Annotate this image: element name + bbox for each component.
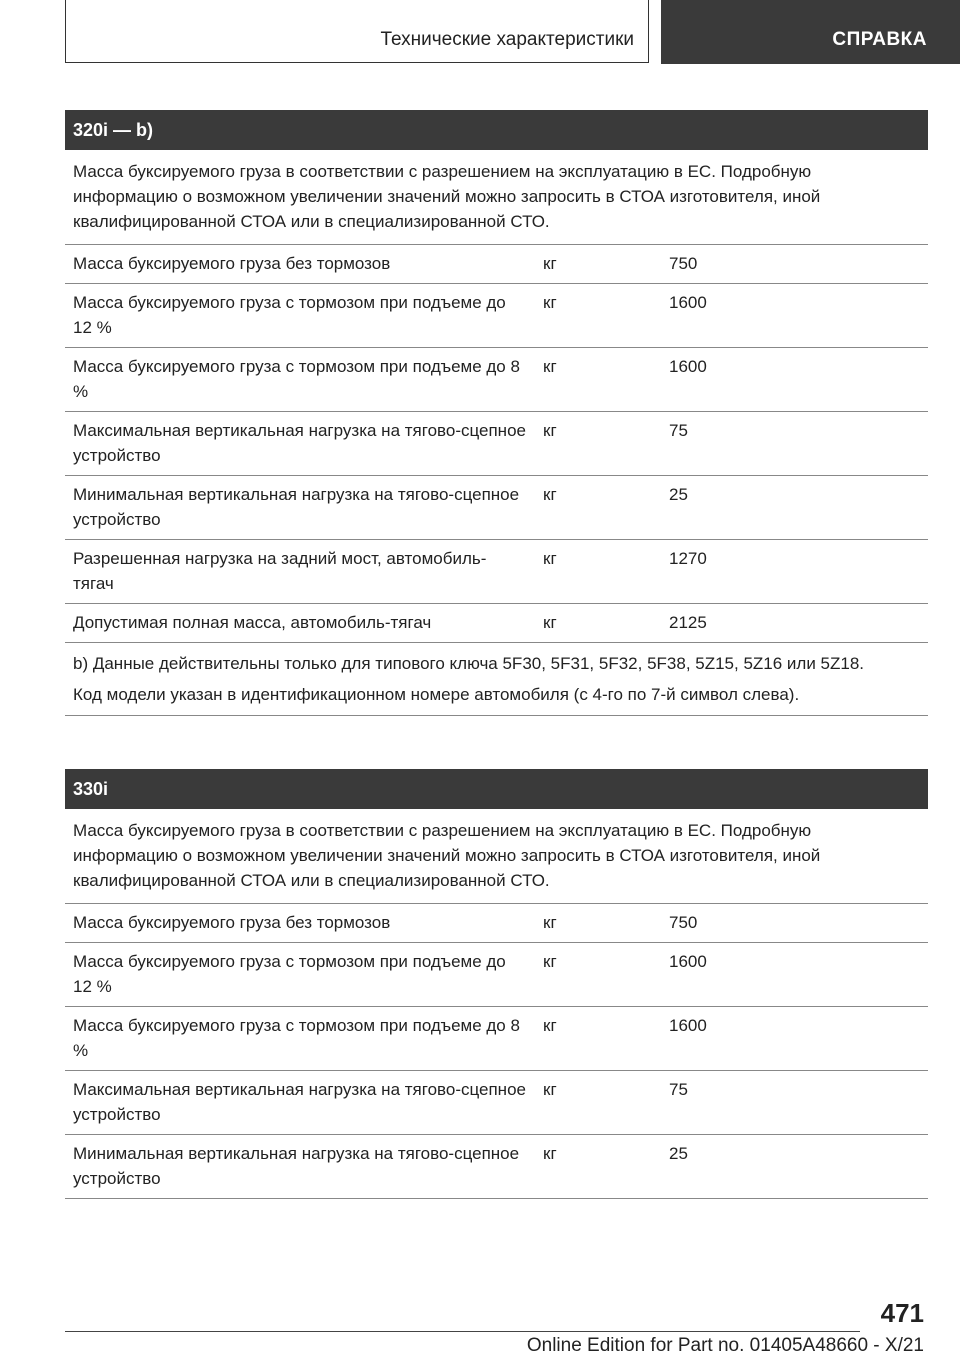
- row-value: 25: [669, 1144, 688, 1163]
- table-row: [65, 284, 928, 348]
- row-label: Максимальная вертикальная нагрузка на тягово-сцепное устройство: [73, 421, 526, 465]
- row-unit: кг: [543, 357, 557, 376]
- spec-block-330i: [65, 769, 928, 1199]
- block-intro: Масса буксируемого груза в соответствии с разрешением на эксплуатацию в ЕС. Подробную информацию о возможном увеличении значений можно запросить в СТОА изготовителя, иной квалифицированной СТОА или в специализированной СТО.: [65, 150, 928, 245]
- row-value: 1270: [669, 549, 707, 568]
- row-value: 750: [669, 913, 698, 932]
- row-label: Масса буксируемого груза с тормозом при подъеме до 12 %: [73, 952, 506, 996]
- chapter-tab: [65, 0, 649, 63]
- spec-block-320i: [65, 110, 928, 716]
- row-label: Минимальная вертикальная нагрузка на тягово-сцепное устройство: [73, 1144, 520, 1188]
- footnote-text: Код модели указан в идентификационном номере автомобиля (с 4-го по 7-й символ слева).: [73, 685, 800, 704]
- row-value: 25: [669, 485, 688, 504]
- section-title: СПРАВКА: [832, 29, 927, 50]
- table-row: [65, 943, 928, 1007]
- row-unit: кг: [543, 613, 557, 632]
- row-value: 1600: [669, 952, 707, 971]
- row-unit: кг: [543, 293, 557, 312]
- row-value: 1600: [669, 293, 707, 312]
- row-unit: кг: [543, 421, 557, 440]
- row-label: Допустимая полная масса, автомобиль-тягач: [73, 613, 432, 632]
- table-row: [65, 904, 928, 943]
- row-label: Разрешенная нагрузка на задний мост, автомобиль-тягач: [73, 549, 487, 593]
- table-row: [65, 476, 928, 540]
- footnote-text: b) Данные действительны только для типового ключа 5F30, 5F31, 5F32, 5F38, 5Z15, 5Z16 или 5Z18.: [73, 654, 865, 673]
- table-row: [65, 1071, 928, 1135]
- edition-info: Online Edition for Part no. 01405A48660 - X/21: [526, 1335, 924, 1356]
- block-footnotes: [65, 643, 928, 716]
- block-title: 330i: [65, 769, 928, 809]
- row-value: 750: [669, 254, 698, 273]
- row-label: Масса буксируемого груза с тормозом при подъеме до 12 %: [73, 293, 506, 337]
- row-label: Масса буксируемого груза с тормозом при подъеме до 8 %: [73, 1016, 520, 1060]
- row-label: Масса буксируемого груза без тормозов: [73, 254, 391, 273]
- row-unit: кг: [543, 913, 557, 932]
- table-row: [65, 412, 928, 476]
- row-unit: кг: [543, 254, 557, 273]
- page-number: 471: [880, 1298, 924, 1328]
- table-row: [65, 1135, 928, 1199]
- section-tab: [661, 0, 960, 64]
- row-label: Масса буксируемого груза с тормозом при подъеме до 8 %: [73, 357, 520, 401]
- row-value: 2125: [669, 613, 707, 632]
- row-value: 1600: [669, 1016, 707, 1035]
- table-row: [65, 540, 928, 604]
- row-unit: кг: [543, 1080, 557, 1099]
- row-unit: кг: [543, 1016, 557, 1035]
- block-intro: Масса буксируемого груза в соответствии с разрешением на эксплуатацию в ЕС. Подробную информацию о возможном увеличении значений можно запросить в СТОА изготовителя, иной квалифицированной СТОА или в специализированной СТО.: [65, 809, 928, 904]
- row-unit: кг: [543, 485, 557, 504]
- table-row: [65, 1007, 928, 1071]
- row-unit: кг: [543, 549, 557, 568]
- table-row: [65, 604, 928, 643]
- row-unit: кг: [543, 952, 557, 971]
- block-title: 320i — b): [65, 110, 928, 150]
- row-unit: кг: [543, 1144, 557, 1163]
- row-label: Максимальная вертикальная нагрузка на тягово-сцепное устройство: [73, 1080, 526, 1124]
- chapter-title: Технические характеристики: [380, 29, 634, 50]
- row-label: Масса буксируемого груза без тормозов: [73, 913, 391, 932]
- row-value: 75: [669, 421, 688, 440]
- row-value: 1600: [669, 357, 707, 376]
- table-row: [65, 245, 928, 284]
- row-label: Минимальная вертикальная нагрузка на тягово-сцепное устройство: [73, 485, 520, 529]
- footer-divider: [65, 1331, 860, 1332]
- table-row: [65, 348, 928, 412]
- row-value: 75: [669, 1080, 688, 1099]
